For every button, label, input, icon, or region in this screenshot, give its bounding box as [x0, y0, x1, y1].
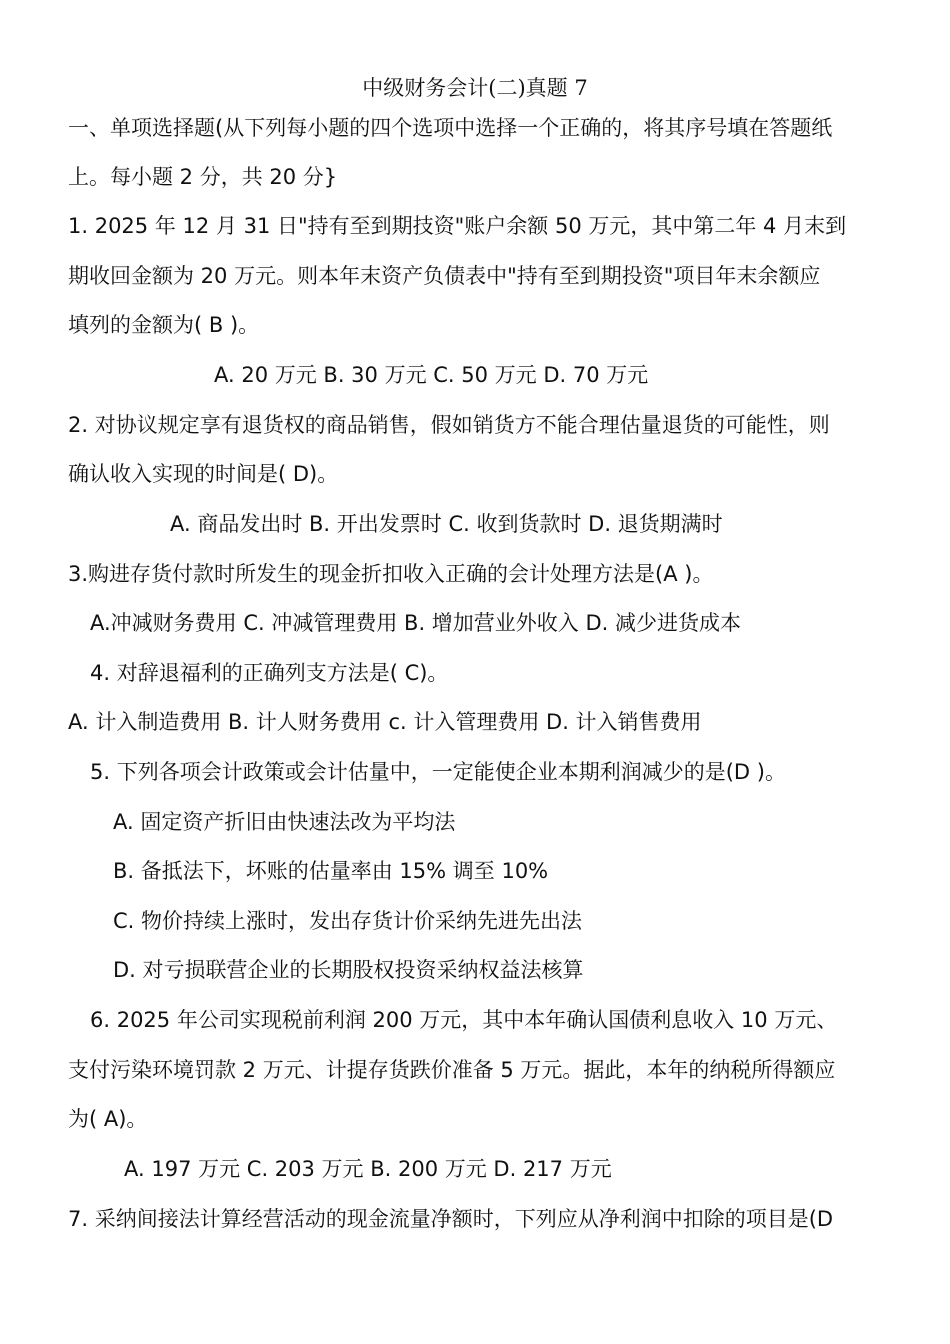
text-line: 上。每小题 2 分，共 20 分} — [68, 165, 338, 189]
text-line: 7. 采纳间接法计算经营活动的现金流量净额时，下列应从净利润中扣除的项目是(D — [68, 1207, 834, 1231]
option-line: A.冲减财务费用 C. 冲减管理费用 B. 增加营业外收入 D. 减少进货成本 — [90, 611, 741, 635]
text-line: 5. 下列各项会计政策或会计估量中，一定能使企业本期利润减少的是(D )。 — [90, 760, 786, 784]
text-line: 确认收入实现的时间是( D)。 — [68, 462, 339, 486]
option-line: A. 197 万元 C. 203 万元 B. 200 万元 D. 217 万元 — [124, 1157, 612, 1181]
text-line: 4. 对辞退福利的正确列支方法是( C)。 — [90, 661, 449, 685]
text-line: 为( A)。 — [68, 1107, 148, 1131]
option-line: A. 商品发出时 B. 开出发票时 C. 收到货款时 D. 退货期满时 — [170, 512, 723, 536]
option-line: A. 计入制造费用 B. 计人财务费用 c. 计入管理费用 D. 计入销售费用 — [68, 710, 702, 734]
text-line: 6. 2025 年公司实现税前利润 200 万元，其中本年确认国债利息收入 10 万元、 — [90, 1008, 838, 1032]
text-line: 支付污染环境罚款 2 万元、计提存货跌价准备 5 万元。据此，本年的纳税所得额应 — [68, 1058, 836, 1082]
option-line: A. 固定资产折旧由快速法改为平均法 — [113, 810, 456, 834]
text-line: 2. 对协议规定享有退货权的商品销售，假如销货方不能合理估量退货的可能性，则 — [68, 413, 830, 437]
option-line: A. 20 万元 B. 30 万元 C. 50 万元 D. 70 万元 — [214, 363, 649, 387]
text-line: 一、单项选择题(从下列每小题的四个选项中选择一个正确的，将其序号填在答题纸 — [68, 116, 833, 140]
option-line: D. 对亏损联营企业的长期股权投资采纳权益法核算 — [113, 958, 584, 982]
text-line: 填列的金额为( B )。 — [68, 313, 260, 337]
page-title: 中级财务会计(二)真题 7 — [362, 76, 588, 100]
text-line: 3.购进存货付款时所发生的现金折扣收入正确的会计处理方法是(A )。 — [68, 562, 714, 586]
option-line: C. 物价持续上涨时，发出存货计价采纳先进先出法 — [113, 909, 583, 933]
text-line: 期收回金额为 20 万元。则本年末资产负债表中"持有至到期投资"项目年末余额应 — [68, 264, 821, 288]
option-line: B. 备抵法下，坏账的估量率由 15% 调至 10% — [113, 859, 549, 883]
text-line: 1. 2025 年 12 月 31 日"持有至到期技资"账户余额 50 万元，其中第二年 4 月末到 — [68, 214, 847, 238]
